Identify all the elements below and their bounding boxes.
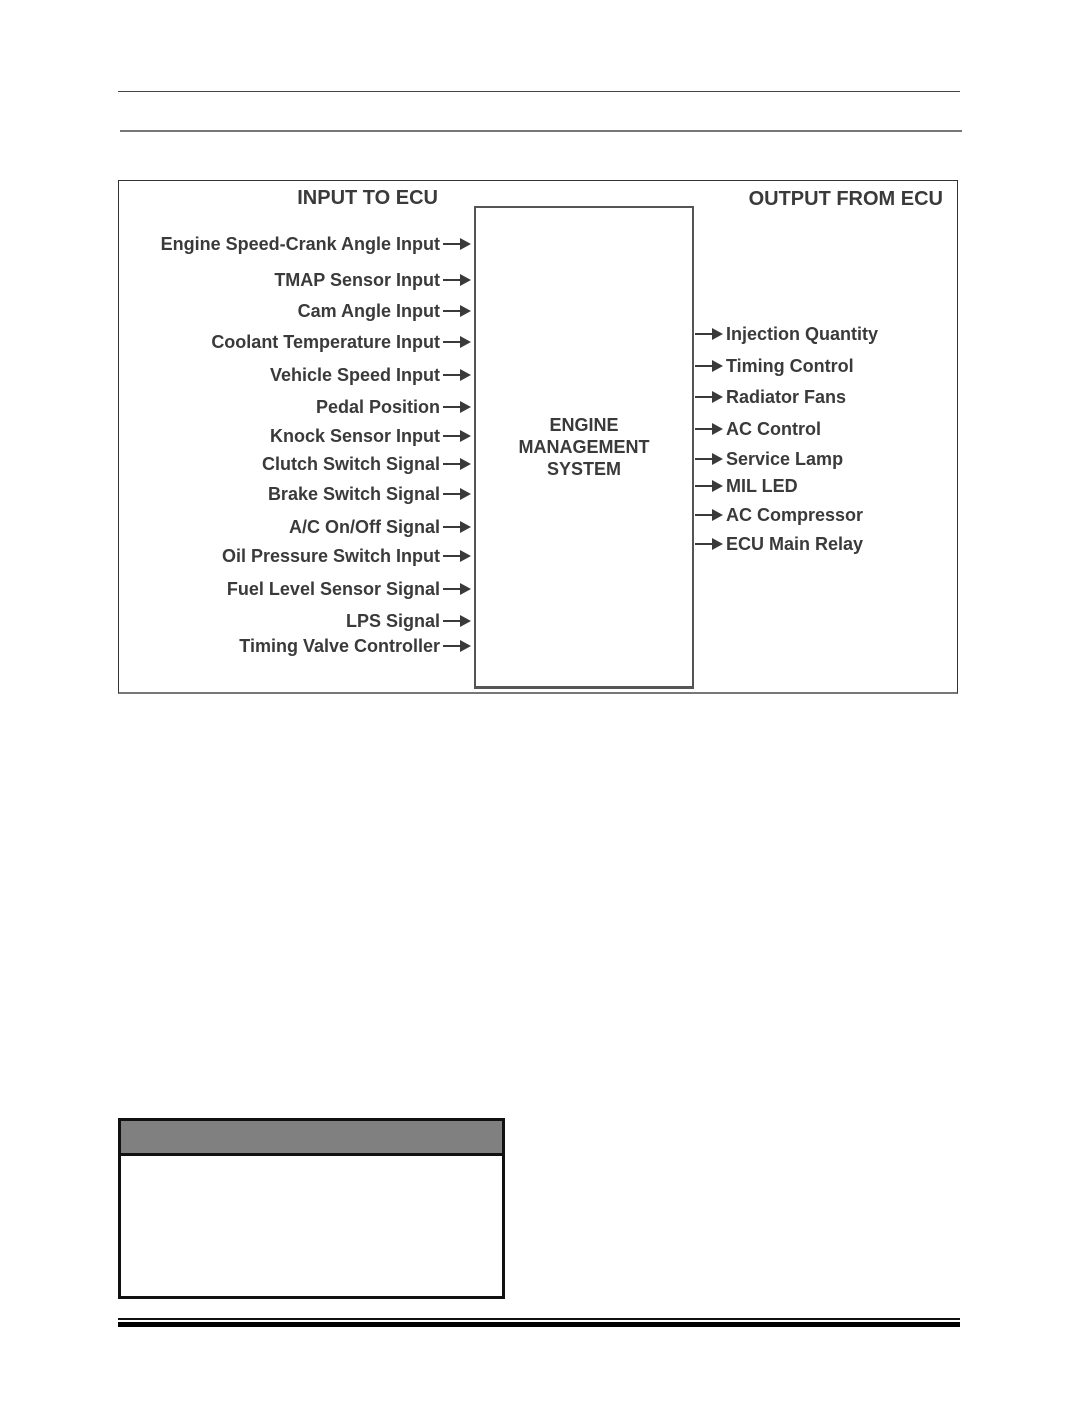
output-signal-label: MIL LED <box>726 476 798 496</box>
input-signal-label: LPS Signal <box>345 611 440 631</box>
input-signal <box>222 546 471 566</box>
arrow-right-icon <box>695 360 723 372</box>
arrow-right-icon <box>695 509 723 521</box>
input-signal-label: Clutch Switch Signal <box>261 454 440 474</box>
note-box <box>118 1118 505 1299</box>
output-heading: OUTPUT FROM ECU <box>748 188 943 210</box>
output-signal-label: ECU Main Relay <box>726 534 864 554</box>
output-signal-label: Service Lamp <box>726 449 844 469</box>
input-signal-label: TMAP Sensor Input <box>274 270 440 290</box>
arrow-right-icon <box>443 550 471 562</box>
note-box-header <box>121 1121 502 1156</box>
input-signal <box>211 332 471 352</box>
arrow-right-icon <box>695 328 723 340</box>
ems-label-line: SYSTEM <box>546 459 621 479</box>
arrow-right-icon <box>443 430 471 442</box>
input-signal <box>239 636 471 656</box>
ems-label-line: ENGINE <box>549 415 619 435</box>
input-signal <box>227 579 471 599</box>
arrow-right-icon <box>695 453 723 465</box>
arrow-right-icon <box>695 538 723 550</box>
output-signal <box>695 476 798 496</box>
output-signal-label: Timing Control <box>726 356 854 376</box>
output-signal <box>695 324 878 344</box>
arrow-right-icon <box>443 488 471 500</box>
input-signal <box>270 426 471 446</box>
input-signal-label: Cam Angle Input <box>297 301 440 321</box>
ems-label <box>476 414 692 480</box>
input-signal-label: Engine Speed-Crank Angle Input <box>160 234 440 254</box>
output-signal-label: Radiator Fans <box>726 387 847 407</box>
input-signal-label: Fuel Level Sensor Signal <box>226 579 440 599</box>
input-signal <box>289 517 471 537</box>
ecu-io-diagram <box>118 180 958 694</box>
arrow-right-icon <box>443 274 471 286</box>
arrow-right-icon <box>695 480 723 492</box>
input-signal <box>270 365 471 385</box>
input-signal <box>316 397 471 417</box>
arrow-right-icon <box>443 458 471 470</box>
output-signal <box>695 387 846 407</box>
output-signal <box>695 534 863 554</box>
output-signal-label: AC Compressor <box>726 505 864 525</box>
ems-label-line: MANAGEMENT <box>518 437 650 457</box>
input-signal <box>274 270 471 290</box>
footer-rule-thin <box>118 1318 960 1320</box>
input-signal <box>346 611 471 631</box>
input-signal-label: A/C On/Off Signal <box>289 517 440 537</box>
arrow-right-icon <box>443 336 471 348</box>
input-signal-label: Coolant Temperature Input <box>211 332 440 352</box>
input-heading: INPUT TO ECU <box>297 187 438 209</box>
output-signal-label: AC Control <box>726 419 821 439</box>
arrow-right-icon <box>695 391 723 403</box>
input-signal <box>298 301 471 321</box>
arrow-right-icon <box>443 583 471 595</box>
input-signal-label: Pedal Position <box>315 397 440 417</box>
input-signal-label: Oil Pressure Switch Input <box>221 546 440 566</box>
output-signal <box>695 449 843 469</box>
header-rule-top <box>118 91 960 92</box>
arrow-right-icon <box>443 640 471 652</box>
output-signal <box>695 505 863 525</box>
arrow-right-icon <box>443 238 471 250</box>
input-signal-label: Brake Switch Signal <box>267 484 440 504</box>
input-signal <box>262 454 471 474</box>
input-signal-label: Timing Valve Controller <box>239 636 440 656</box>
input-signal-label: Knock Sensor Input <box>269 426 440 446</box>
input-signal <box>268 484 471 504</box>
footer-rule-thick <box>118 1322 960 1327</box>
output-signal <box>695 419 821 439</box>
output-signal-label: Injection Quantity <box>726 324 879 344</box>
arrow-right-icon <box>443 615 471 627</box>
output-signal <box>695 356 854 376</box>
arrow-right-icon <box>443 521 471 533</box>
input-signal-label: Vehicle Speed Input <box>269 365 440 385</box>
arrow-right-icon <box>443 305 471 317</box>
header-rule-bottom <box>120 130 962 132</box>
input-signal <box>161 234 471 254</box>
arrow-right-icon <box>443 369 471 381</box>
engine-management-system-block <box>474 206 694 689</box>
arrow-right-icon <box>443 401 471 413</box>
arrow-right-icon <box>695 423 723 435</box>
